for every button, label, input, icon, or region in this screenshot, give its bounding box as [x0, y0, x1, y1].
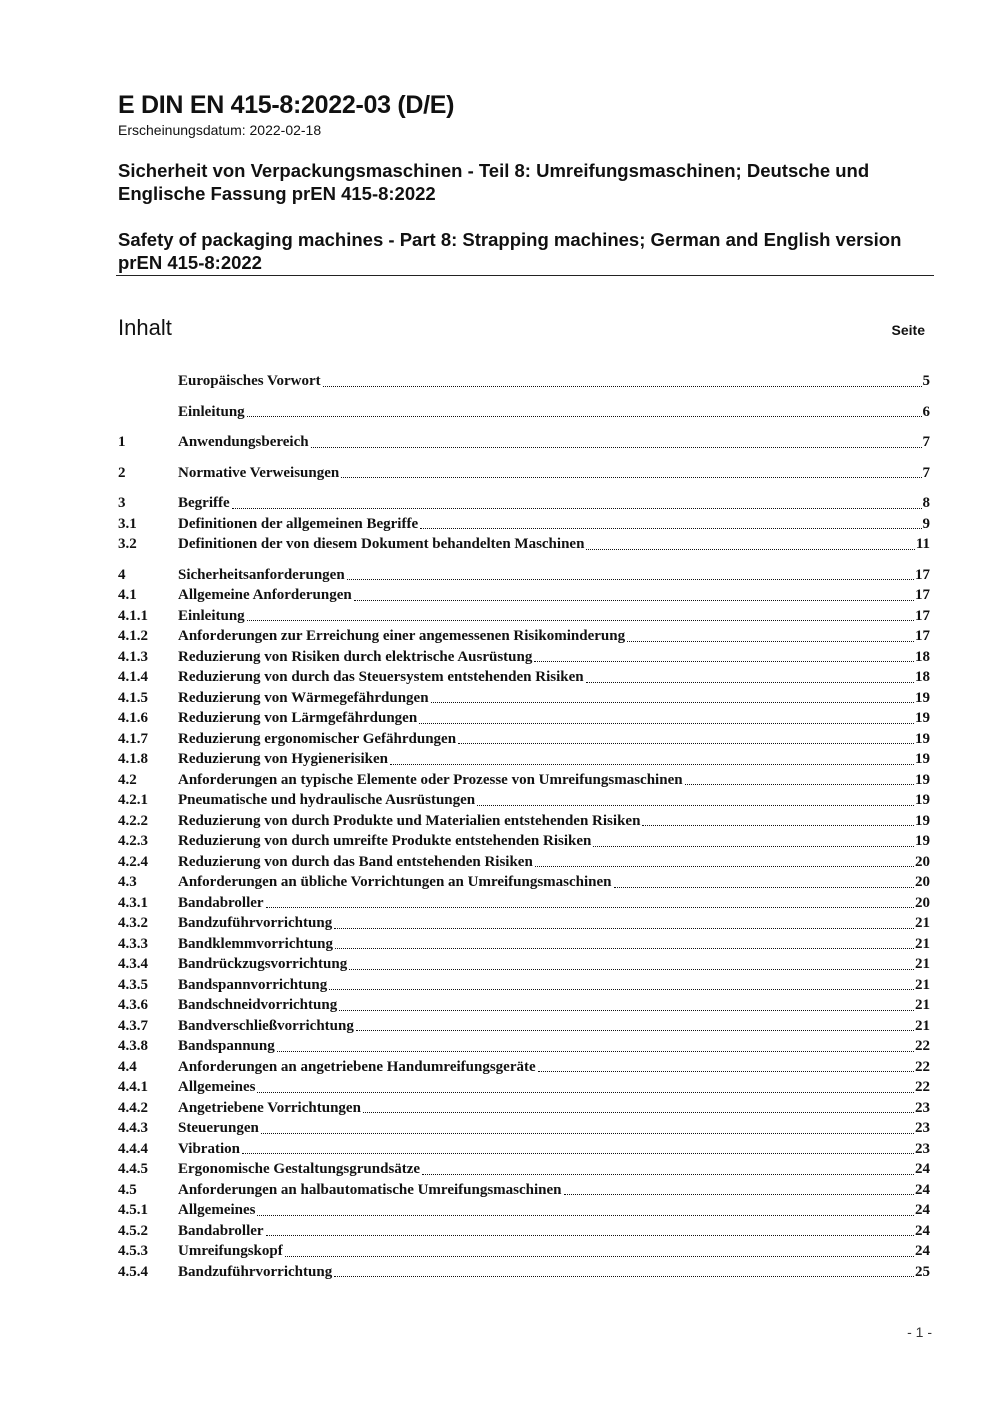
toc-entry-number: 4.4.1 [118, 1079, 148, 1095]
toc-dot-leader [334, 1276, 914, 1277]
toc-entry-page: 17 [915, 607, 930, 624]
toc-entry-number: 4.2.4 [118, 853, 148, 870]
toc-entry-title: Allgemeine Anforderungen [178, 587, 352, 603]
toc-entry-page: 18 [915, 648, 930, 665]
toc-entry-number: 3 [118, 495, 126, 511]
toc-dot-leader [339, 1010, 914, 1011]
toc-entry-title: Bandzuführvorrichtung [178, 915, 333, 931]
toc-dot-leader [242, 1153, 914, 1154]
toc-entry[interactable] [118, 770, 930, 791]
toc-dot-leader [431, 702, 914, 703]
toc-entry-title: Bandspannung [178, 1038, 275, 1054]
toc-entry-title: Reduzierung von Wärmegefährdungen [178, 689, 429, 706]
toc-dot-leader [534, 661, 914, 662]
toc-entry-number: 4.4.5 [118, 1161, 148, 1177]
toc-entry-number: 4.3.4 [118, 956, 148, 972]
toc-entry-page: 17 [915, 566, 930, 583]
toc-entry-page: 21 [915, 997, 930, 1013]
toc-page-column-label: Seite [891, 322, 925, 338]
toc-dot-leader [232, 508, 922, 509]
toc-entry[interactable] [118, 1200, 930, 1221]
toc-dot-leader [564, 1194, 914, 1195]
toc-dot-leader [354, 600, 914, 601]
toc-dot-leader [257, 1092, 914, 1093]
toc-entry-number: 4.3.2 [118, 915, 148, 931]
toc-entry-page: 9 [922, 515, 930, 532]
toc-entry-title: Einleitung [178, 403, 245, 420]
toc-entry-number: 4.3.3 [118, 935, 148, 952]
toc-entry-page: 19 [915, 730, 930, 747]
toc-dot-leader [538, 1071, 914, 1072]
toc-dot-leader [311, 447, 922, 448]
toc-entry-title: Bandabroller [178, 894, 264, 911]
toc-entry[interactable] [118, 1180, 930, 1201]
toc-entry[interactable] [118, 729, 930, 750]
toc-entry-title: Ergonomische Gestaltungsgrundsätze [178, 1161, 421, 1177]
toc-dot-leader [247, 416, 922, 417]
toc-entry-number: 4.3 [118, 874, 137, 890]
toc-entry-page: 19 [915, 792, 930, 808]
toc-entry-page: 19 [915, 710, 930, 726]
toc-entry-title: Sicherheitsanforderungen [178, 566, 345, 583]
toc-dot-leader [257, 1215, 914, 1216]
toc-entry-title: Bandklemmvorrichtung [178, 935, 334, 952]
toc-entry-title: Anforderungen an angetriebene Handumreifungsgeräte [178, 1058, 536, 1075]
toc-entry-title: Umreifungskopf [178, 1243, 283, 1259]
toc-entry-page: 21 [915, 956, 930, 972]
header-divider [116, 275, 934, 276]
toc-entry-page: 22 [915, 1038, 930, 1054]
toc-entry[interactable] [118, 463, 930, 484]
toc-entry[interactable] [118, 831, 930, 852]
toc-entry-title: Bandspannvorrichtung [178, 976, 328, 993]
table-of-contents [118, 371, 930, 1282]
toc-entry-title: Bandrückzugsvorrichtung [178, 956, 348, 972]
toc-entry-page: 21 [915, 915, 930, 931]
toc-entry[interactable] [118, 565, 930, 586]
toc-entry-number: 4.1.6 [118, 710, 148, 726]
toc-entry-title: Begriffe [178, 495, 230, 511]
toc-entry[interactable] [118, 749, 930, 770]
toc-entry-number: 4.2.3 [118, 833, 148, 849]
toc-dot-leader [477, 805, 914, 806]
toc-dot-leader [266, 1235, 914, 1236]
toc-entry-title: Normative Verweisungen [178, 464, 340, 481]
toc-entry[interactable] [118, 1077, 930, 1098]
toc-entry-number: 4.5.2 [118, 1222, 148, 1239]
toc-entry[interactable] [118, 493, 930, 514]
toc-entry[interactable] [118, 954, 930, 975]
toc-entry-page: 21 [915, 1017, 930, 1034]
toc-entry[interactable] [118, 975, 930, 996]
toc-entry-page: 23 [915, 1140, 930, 1157]
toc-entry-title: Reduzierung von Risiken durch elektrische Ausrüstung [178, 648, 533, 665]
toc-entry[interactable] [118, 688, 930, 709]
toc-entry-number: 4.1.1 [118, 607, 148, 624]
toc-entry-page: 5 [922, 373, 930, 389]
toc-entry[interactable] [118, 1262, 930, 1283]
toc-entry-title: Europäisches Vorwort [178, 373, 321, 389]
toc-entry-number: 2 [118, 464, 126, 481]
toc-dot-leader [261, 1133, 914, 1134]
toc-entry-title: Allgemeines [178, 1202, 256, 1218]
toc-entry-title: Reduzierung von durch Produkte und Materialien entstehenden Risiken [178, 812, 641, 829]
toc-entry[interactable] [118, 514, 930, 535]
toc-dot-leader [458, 743, 914, 744]
toc-entry-page: 25 [915, 1263, 930, 1280]
toc-entry[interactable] [118, 647, 930, 668]
toc-entry-title: Allgemeines [178, 1079, 256, 1095]
toc-entry-page: 19 [915, 689, 930, 706]
toc-entry-number: 4 [118, 566, 126, 583]
toc-entry-number: 4.2.1 [118, 792, 148, 808]
toc-entry-title: Definitionen der allgemeinen Begriffe [178, 515, 419, 532]
toc-entry-title: Anforderungen zur Erreichung einer angemessenen Risikominderung [178, 628, 626, 644]
toc-entry-page: 24 [915, 1243, 930, 1259]
page-number: - 1 - [907, 1324, 932, 1340]
toc-entry[interactable] [118, 995, 930, 1016]
toc-entry[interactable] [118, 913, 930, 934]
toc-entry-number: 4.1 [118, 587, 137, 603]
toc-entry-number: 3.1 [118, 515, 137, 532]
toc-entry-title: Pneumatische und hydraulische Ausrüstungen [178, 792, 476, 808]
toc-entry[interactable] [118, 667, 930, 688]
toc-entry[interactable] [118, 1241, 930, 1262]
toc-entry-number: 4.3.7 [118, 1017, 148, 1034]
toc-dot-leader [285, 1256, 914, 1257]
title-english: Safety of packaging machines - Part 8: Strapping machines; German and English version prEN 415-8:2022 [118, 229, 902, 273]
toc-entry[interactable] [118, 534, 930, 555]
toc-dot-leader [247, 620, 914, 621]
toc-entry-number: 4.1.2 [118, 628, 148, 644]
toc-entry-number: 4.1.7 [118, 730, 148, 747]
toc-entry-page: 8 [922, 495, 930, 511]
toc-dot-leader [685, 784, 914, 785]
toc-entry-page: 7 [922, 434, 930, 450]
toc-entry-number: 4.4.2 [118, 1099, 148, 1116]
toc-entry-page: 7 [922, 464, 930, 481]
toc-entry-page: 22 [915, 1079, 930, 1095]
toc-entry-number: 4.2.2 [118, 812, 148, 829]
toc-entry[interactable] [118, 790, 930, 811]
toc-entry[interactable] [118, 1098, 930, 1119]
toc-entry[interactable] [118, 708, 930, 729]
toc-dot-leader [535, 866, 914, 867]
toc-entry[interactable] [118, 1139, 930, 1160]
toc-entry-number: 4.3.6 [118, 997, 148, 1013]
toc-entry-page: 20 [915, 853, 930, 870]
toc-entry-number: 4.3.5 [118, 976, 148, 993]
toc-entry-page: 20 [915, 874, 930, 890]
toc-entry-number: 4.5.1 [118, 1202, 148, 1218]
toc-entry[interactable] [118, 1016, 930, 1037]
toc-entry-page: 23 [915, 1120, 930, 1136]
toc-entry-page: 17 [915, 628, 930, 644]
toc-entry[interactable] [118, 402, 930, 423]
toc-entry-title: Bandverschließvorrichtung [178, 1017, 354, 1034]
toc-entry-number: 4.4.3 [118, 1120, 148, 1136]
toc-dot-leader [586, 549, 914, 550]
toc-entry-title: Reduzierung von durch umreifte Produkte entstehenden Risiken [178, 833, 592, 849]
toc-entry[interactable] [118, 872, 930, 893]
toc-entry-number: 4.5 [118, 1181, 137, 1198]
toc-dot-leader [419, 723, 914, 724]
toc-entry[interactable] [118, 606, 930, 627]
toc-dot-leader [422, 1174, 914, 1175]
toc-entry-number: 4.1.5 [118, 689, 148, 706]
toc-dot-leader [614, 887, 914, 888]
toc-entry-page: 24 [915, 1222, 930, 1239]
toc-entry-page: 22 [915, 1058, 930, 1075]
toc-entry-title: Bandzuführvorrichtung [178, 1263, 333, 1280]
toc-entry-page: 18 [915, 669, 930, 685]
toc-entry[interactable] [118, 934, 930, 955]
toc-entry-number: 4.1.3 [118, 648, 148, 665]
toc-entry-number: 4.4.4 [118, 1140, 148, 1157]
toc-dot-leader [266, 907, 914, 908]
toc-entry-number: 3.2 [118, 536, 137, 552]
toc-entry[interactable] [118, 371, 930, 392]
toc-dot-leader [277, 1051, 914, 1052]
toc-entry-title: Reduzierung von Lärmgefährdungen [178, 710, 418, 726]
toc-entry-page: 6 [922, 403, 930, 420]
toc-entry[interactable] [118, 1118, 930, 1139]
toc-entry[interactable] [118, 811, 930, 832]
toc-entry-title: Bandabroller [178, 1222, 264, 1239]
toc-entry-title: Anforderungen an typische Elemente oder Prozesse von Umreifungsmaschinen [178, 771, 683, 788]
toc-entry[interactable] [118, 432, 930, 453]
toc-entry-number: 4.3.1 [118, 894, 148, 911]
toc-entry-number: 4.5.4 [118, 1263, 148, 1280]
toc-entry[interactable] [118, 1159, 930, 1180]
toc-entry-page: 20 [915, 894, 930, 911]
toc-entry-number: 4.4 [118, 1058, 137, 1075]
toc-entry-title: Anforderungen an halbautomatische Umreifungsmaschinen [178, 1181, 562, 1198]
toc-dot-leader [329, 989, 914, 990]
toc-entry-page: 21 [915, 935, 930, 952]
toc-dot-leader [586, 682, 914, 683]
toc-dot-leader [334, 928, 914, 929]
toc-entry[interactable] [118, 1057, 930, 1078]
toc-entry-page: 17 [915, 587, 930, 603]
toc-entry-title: Reduzierung von durch das Steuersystem entstehenden Risiken [178, 669, 584, 685]
toc-dot-leader [642, 825, 914, 826]
toc-entry-title: Reduzierung von Hygienerisiken [178, 751, 389, 767]
toc-dot-leader [627, 641, 914, 642]
toc-dot-leader [356, 1030, 914, 1031]
toc-entry[interactable] [118, 585, 930, 606]
title-german: Sicherheit von Verpackungsmaschinen - Teil 8: Umreifungsmaschinen; Deutsche und Englische Fassung prEN 415-8:2022 [118, 160, 870, 204]
toc-entry-page: 19 [915, 771, 930, 788]
toc-entry-number: 4.1.8 [118, 751, 148, 767]
toc-dot-leader [347, 579, 914, 580]
toc-entry[interactable] [118, 626, 930, 647]
toc-entry-page: 24 [915, 1161, 930, 1177]
toc-heading: Inhalt [118, 315, 172, 340]
toc-dot-leader [341, 477, 921, 478]
toc-dot-leader [335, 948, 914, 949]
publication-date: Erscheinungsdatum: 2022-02-18 [118, 122, 322, 138]
toc-entry-title: Vibration [178, 1140, 240, 1157]
toc-entry-page: 23 [915, 1099, 930, 1116]
toc-entry-number: 4.2 [118, 771, 137, 788]
toc-entry-page: 19 [915, 751, 930, 767]
toc-entry[interactable] [118, 893, 930, 914]
toc-entry-page: 19 [915, 812, 930, 829]
toc-entry-page: 21 [915, 976, 930, 993]
toc-entry-page: 24 [915, 1202, 930, 1218]
toc-entry-title: Einleitung [178, 607, 245, 624]
toc-entry-page: 19 [915, 833, 930, 849]
toc-entry-page: 24 [915, 1181, 930, 1198]
toc-dot-leader [349, 969, 914, 970]
toc-dot-leader [420, 528, 921, 529]
toc-dot-leader [363, 1112, 914, 1113]
document-id: E DIN EN 415-8:2022-03 (D/E) [118, 91, 455, 119]
toc-entry-title: Anforderungen an übliche Vorrichtungen an Umreifungsmaschinen [178, 874, 612, 890]
toc-entry[interactable] [118, 852, 930, 873]
toc-entry-title: Steuerungen [178, 1120, 259, 1136]
toc-entry-title: Angetriebene Vorrichtungen [178, 1099, 361, 1116]
toc-entry-number: 4.5.3 [118, 1243, 148, 1259]
toc-entry-title: Reduzierung von durch das Band entstehenden Risiken [178, 853, 533, 870]
toc-entry-page: 11 [915, 536, 930, 552]
toc-entry-number: 4.1.4 [118, 669, 148, 685]
toc-dot-leader [593, 846, 914, 847]
toc-entry[interactable] [118, 1036, 930, 1057]
toc-entry-title: Reduzierung ergonomischer Gefährdungen [178, 730, 457, 747]
toc-entry-title: Bandschneidvorrichtung [178, 997, 338, 1013]
toc-entry-number: 1 [118, 434, 126, 450]
toc-entry-number: 4.3.8 [118, 1038, 148, 1054]
toc-dot-leader [390, 764, 914, 765]
toc-entry-title: Definitionen der von diesem Dokument behandelten Maschinen [178, 536, 585, 552]
toc-dot-leader [323, 386, 922, 387]
toc-entry[interactable] [118, 1221, 930, 1242]
toc-entry-title: Anwendungsbereich [178, 434, 309, 450]
